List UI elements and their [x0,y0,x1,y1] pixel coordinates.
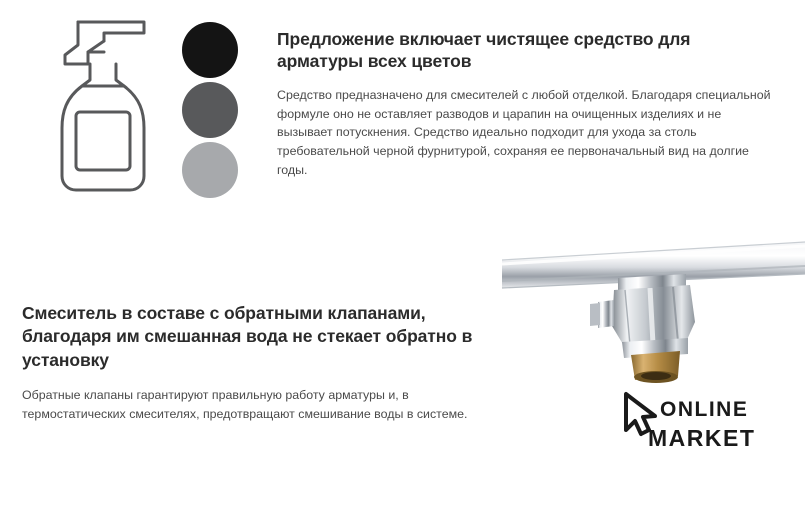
section-one-heading: Предложение включает чистящее средство для арматуры всех цветов [277,29,691,72]
svg-text:MARKET: MARKET [648,425,756,451]
section-two-body: Обратные клапаны гарантируют правильную работу арматуры и, в термостатических смесителях, предотвращают смешивание воды в системе. [22,387,468,422]
chrome-faucet-photo [490,230,805,390]
online-market-logo [618,390,778,462]
section-cleaning-agent [0,0,805,225]
color-swatch-group [182,22,248,192]
color-swatch-dark-gray [182,82,238,138]
cleaning-agent-text-block [277,28,777,180]
section-check-valves [0,230,805,507]
spray-bottle-icon [32,8,172,198]
section-one-body: Средство предназначено для смесителей с любой отделкой. Благодаря специальной формуле оно не оставляет разводов и царапин на очищенных изделиях и не вызывает потускнения. Средство идеально подходит для ухода за столь требовательной черной фурнитурой, сохраняя ее первоначальный вид на долгие годы. [277,87,771,178]
svg-text:ONLINE: ONLINE [660,398,749,421]
section-two-heading: Смеситель в составе с обратными клапанами, благодаря им смешанная вода не стекает обратно в установку [22,303,473,370]
check-valves-text-block [22,302,482,424]
color-swatch-black [182,22,238,78]
color-swatch-light-gray [182,142,238,198]
